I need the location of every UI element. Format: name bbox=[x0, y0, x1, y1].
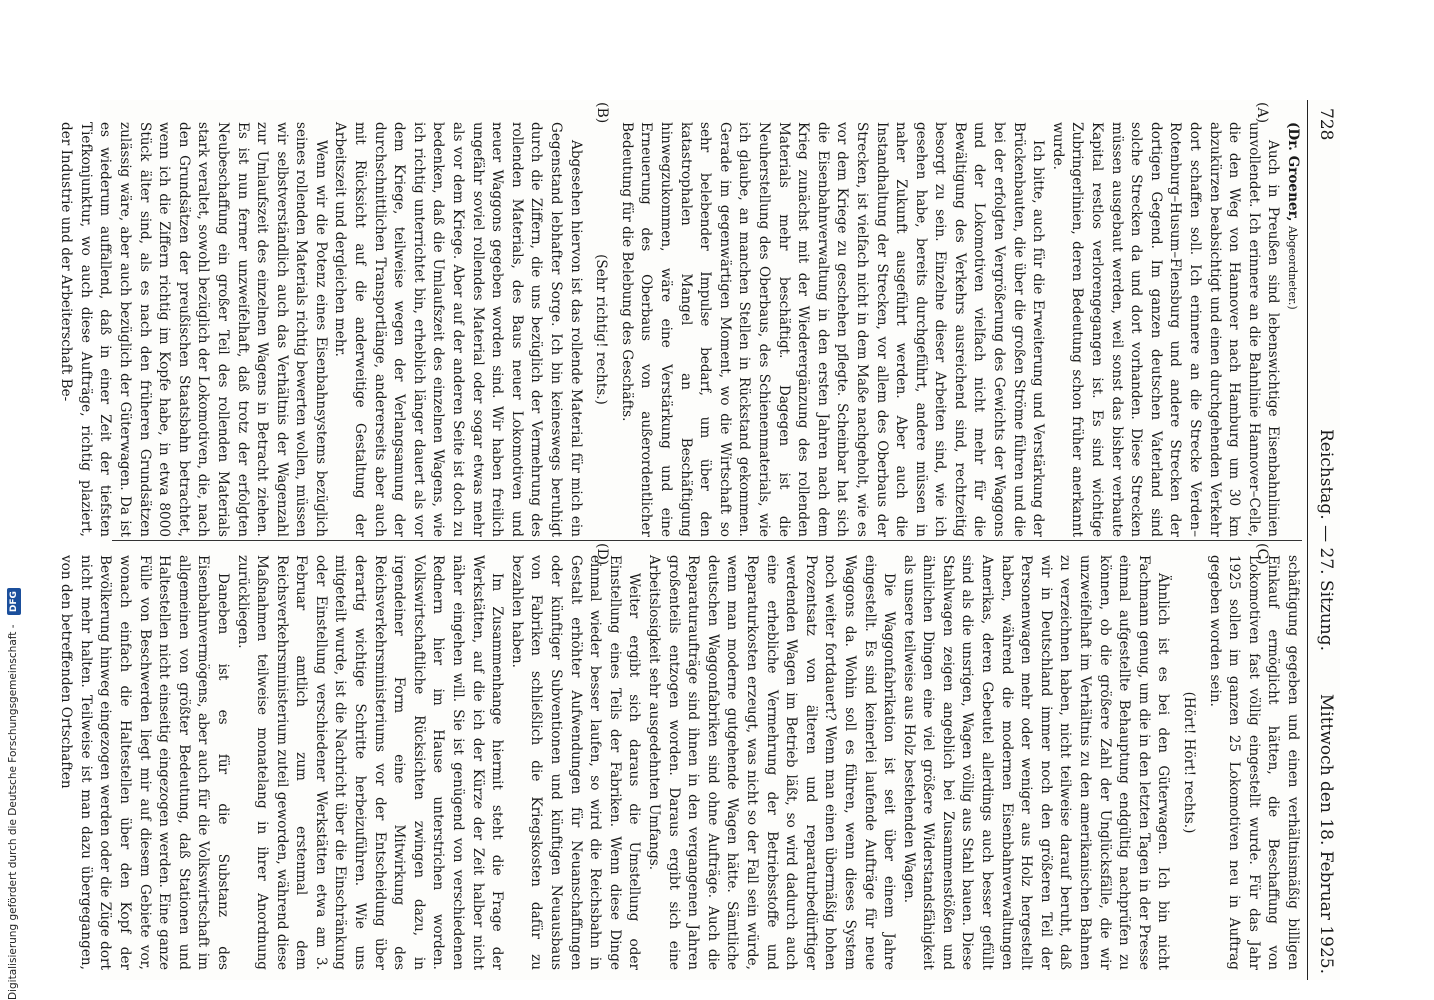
paragraph: Ich bitte, auch für die Erweiterung und Verstärkung der Brückenbauten, die über die großen Ströme führen und die bei der erfolgten Vergrößerung des Gewichts der Waggons und der Lokomotiven vielfach nicht mehr für die Bewältigung des Verkehrs ausreichend sind, rechtzeitig besorgt zu sein. Einzelne dieser Arbeiten sind, wie ich gesehen habe, bereits durchgeführt, andere müssen in naher Zukunft ausgeführt werden. Aber auch die Instandhaltung der Strecken, vor allem des Oberbaus der Strecken, ist vielfach nicht in dem Maße nachgeholt, wie es vor dem Kriege zu geschehen pflegte. Scheinbar hat sich die Eisenbahnverwaltung in den ersten Jahren nach dem Krieg zunächst mit der Wiederergänzung des rollenden Materials mehr beschäftigt. Dagegen ist die Neuherstellung des Oberbaus, des Schienenmaterials, wie ich glaube, an manchen Stellen in Rückstand gekommen. Gerade im gegenwärtigen Moment, wo die Wirtschaft so sehr belebender Impulse bedarf, um über den katastrophalen Mangel an Beschäftigung hinwegzukommen, wäre eine Verstärkung und eine Erneuerung des Oberbaus von außerordentlicher Bedeutung für die Belebung des Geschäfts. bbox=[618, 122, 1047, 537]
paragraph: Weiter ergibt sich daraus die Umstellung oder Einstellung eines Teils der Fabriken. Wenn diese Dinge einmal wieder besser laufen, so wird die Reichsbahn in Gestalt erhöhter Aufwendungen für Neuanschaffungen oder künftiger Subventionen und künftigen Neuausbaus von Fabriken schließlich die Kriegskosten dafür zu bezahlen haben. bbox=[508, 555, 643, 970]
paragraph: Die Waggonfabrikation ist seit über einem Jahre eingestellt. Es sind keinerlei laufende Aufträge für neue Waggons da. Wohin soll es führen, wenn dieses System noch weiter fortdauert? Wenn man einen übermäßig hohen Prozentsatz von älteren und reparaturbedürftiger werdenden Wagen im Betrieb läßt, so wird dadurch auch eine erhebliche Vermehrung der Betriebsstoffe und Reparaturkosten erzeugt, was nicht so der Fall sein würde, wenn man moderne gutgehende Wagen hätte. Sämtliche deutschen Waggonfabriken sind ohne Aufträge. Auch die Reparaturaufträge sind ihnen in den vergangenen Jahren großenteils entzogen worden. Daraus ergibt sich eine Arbeitslosigkeit sehr ausgedehnten Umfangs. bbox=[646, 555, 898, 970]
paragraph: Ähnlich ist es bei den Güterwagen. Ich bin nicht Fachmann genug, um die in den letzten Tagen in der Presse einmal aufgestellte Behauptung endgültig nachprüfen zu können, ob die größere Zahl der Unglücksfälle, die wir unzweifelhaft im Verhältnis zu den amerikanischen Bahnen zu verzeichnen haben, nicht teilweise darauf beruht, daß wir in Deutschland immer noch den größeren Teil der Personenwagen mehr oder weniger aus Holz hergestellt haben, während die modernen Eisenbahnverwaltungen Amerikas, deren Gebeutel allerdings auch besser gefüllt sind als die unsrigen, Wagen völlig aus Stahl bauen. Diese Stahlwagen zeigen angeblich bei Zusammenstößen und ähnlichen Dingen eine viel größere Widerstandsfähigkeit als unsere teilweise aus Holz bestehenden Wagen. bbox=[900, 555, 1172, 970]
interjection: (Sehr richtig! rechts.) bbox=[593, 254, 610, 405]
paragraph: Wenn wir die Potenz eines Eisenbahnsystems bezüglich seines rollenden Materials richtig bewerten wollen, müssen wir selbstverständlich auch das Verhältnis der Wagenzahl zur Umlaufszeit des einzelnen Wagens in Betracht ziehen. Es ist nun ferner unzweifelhaft, daß trotz der erfolgten Neubeschaffung ein großer Teil des rollenden Materials stark veraltet, sowohl bezüglich der Lokomotiven, die, nach den Grundsätzen der preußischen Staatsbahn betrachtet, wenn ich die Ziffern richtig im Kopfe habe, in etwa 8000 Stück älter sind, als es nach den früheren Grundsätzen zulässig wäre, aber auch bezüglich der Güterwagen. Da ist es wiederum auffallend, daß in einer Zeit der tiefsten Tiefkonjunktur, wo auch diese Aufträge, richtig plaziert, der Industrie und der Arbeiterschaft Be- bbox=[58, 122, 329, 537]
dfg-logo: DFG bbox=[7, 588, 21, 615]
rotated-document-page bbox=[58, 100, 1340, 980]
paragraph: Daneben ist es für die Substanz des Eisenbahnvermögens, aber auch für die Volkswirtschaft im allgemeinen von größter Bedeutung, daß Stationen und Haltestellen nicht einseitig eingezogen werden. Eine ganze Fülle von Beschwerden liegt mir auf diesem Gebiete vor, wonach einfach die Haltestellen über den Kopf der Bevölkerung hinweg eingezogen werden oder die Züge dort nicht mehr halten. Teilweise ist man dazu übergegangen, von den betreffenden Ortschaften bbox=[58, 555, 231, 970]
right-column bbox=[58, 555, 1302, 970]
paragraph: Auch in Preußen sind lebenswichtige Eisenbahnlinien unvollendet. Ich erinnere an die Bahnlinie Hannover–Celle, die den Weg von Hannover nach Hamburg um 30 km abzukürzen beabsichtigt und einen durchgehenden Verkehr dort schaffen soll. Ich erinnere an die Strecke Verden–Rotenburg–Husum–Flensburg und andere Strecken der dortigen Gegend. Im ganzen deutschen Vaterland sind solche Strecken da und dort vorhanden. Diese Strecken müssen ausgebaut werden, weil sonst das bisher verbaute Kapital restlos verlorengegangen ist. Es sind wichtige Zubringerlinien, deren Bedeutung schon früher anerkannt wurde. bbox=[1049, 122, 1282, 537]
paragraph: schäftigung gegeben und einen verhältnismäßig billigen Einkauf ermöglicht hätten, die Beschaffung von Lokomotiven fast völlig eingestellt wurde. Für das Jahr 1925 sollen im ganzen 25 Lokomotiven neu in Auftrag gegeben worden sein. bbox=[1206, 555, 1301, 970]
column-rule bbox=[112, 540, 1302, 541]
paragraph: Abgesehen hiervon ist das rollende Material für mich ein Gegenstand lebhafter Sorge. Ich bin keineswegs beruhigt durch die Ziffern, die uns bezüglich der Vermehrung des rollenden Materials, des Baus neuer Lokomotiven und neuer Waggons gegeben worden sind. Wir haben freilich ungefähr soviel rollendes Material oder sogar etwas mehr als vor dem Kriege. Aber auf der anderen Seite ist doch zu bedenken, daß die Umlaufszeit des einzelnen Wagens, wie ich richtig unterrichtet bin, erheblich länger dauert als vor dem Kriege, teilweise wegen der Verlangsamung der durchschnittlichen Transportlänge, andererseits aber auch mit Rücksicht auf die anderweitige Gestaltung der Arbeitszeit und dergleichen mehr. bbox=[332, 122, 584, 537]
header-rule bbox=[1307, 100, 1308, 980]
credit-text: Digitalisierung gefördert durch die Deutsche Forschungsgemeinschaft - bbox=[7, 624, 19, 1000]
page-title: Reichstag. — 27. Sitzung. bbox=[1316, 428, 1336, 652]
speaker-name: (Dr. Groener, bbox=[1285, 122, 1301, 222]
interjection: (Hört! Hört! rechts.) bbox=[1181, 691, 1198, 834]
left-column bbox=[58, 122, 1302, 537]
margin-mark-a: (A) bbox=[1254, 102, 1270, 124]
speaker-line bbox=[1282, 122, 1302, 537]
speaker-role: Abgeordneter.) bbox=[1286, 225, 1299, 310]
paragraph: Im Zusammenhange hiermit steht die Frage der Werkstätten, auf die ich der Kürze der Zeit halber nicht näher eingehen will. Sie ist genügend von verschiedenen Rednern hier im Hause unterstrichen worden. Volkswirtschaftliche Rücksichten zwingen dazu, in irgendeiner Form eine Mitwirkung des Reichsverkehrsministeriums vor der Entscheidung über derartig wichtige Schritte herbeizuführen. Wie uns mitgeteilt wurde, ist die Nachricht über die Einschränkung oder Einstellung verschiedener Werkstätten etwa am 3. Februar amtlich zum erstenmal dem Reichsverkehrsministerium zuteil geworden, während diese Maßnahmen teilweise monatelang in ihrer Anordnung zurückliegen. bbox=[234, 555, 506, 970]
margin-mark-d: (D) bbox=[594, 543, 610, 566]
session-date: Mittwoch den 18. Februar 1925. bbox=[1316, 693, 1336, 974]
page-header bbox=[1312, 100, 1340, 980]
page-number: 728 bbox=[1316, 108, 1336, 141]
margin-mark-c: (C) bbox=[1254, 543, 1270, 565]
margin-mark-b: (B) bbox=[594, 102, 610, 124]
digitization-credit bbox=[5, 0, 21, 1000]
